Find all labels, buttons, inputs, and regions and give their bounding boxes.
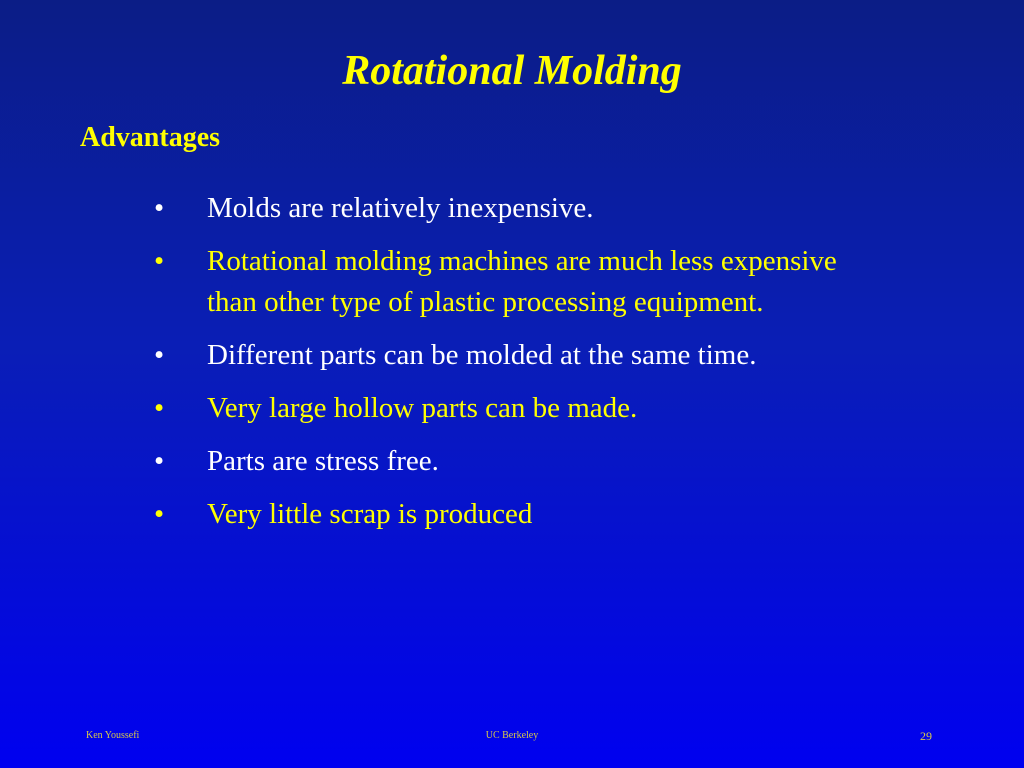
footer-institution: UC Berkeley: [485, 730, 539, 741]
bullet-item: [150, 241, 870, 323]
bullet-text: Different parts can be molded at the same time.: [207, 339, 757, 371]
bullet-item: [150, 188, 870, 229]
bullet-dot-icon: •: [154, 192, 165, 224]
bullet-dot-icon: •: [154, 245, 165, 277]
footer-page-number: 29: [920, 729, 932, 743]
bullet-item: [150, 494, 870, 535]
bullet-dot-icon: •: [154, 445, 165, 477]
slide-title: Rotational Molding: [342, 48, 682, 94]
slide-subtitle: Advantages: [80, 122, 221, 153]
bullet-item: [150, 441, 870, 482]
bullet-dot-icon: •: [154, 339, 165, 371]
bullet-text: Molds are relatively inexpensive.: [207, 192, 594, 224]
bullet-dot-icon: •: [154, 392, 165, 424]
bullet-text: Parts are stress free.: [207, 445, 439, 477]
bullet-item: [150, 388, 870, 429]
bullet-text: Very large hollow parts can be made.: [207, 392, 638, 424]
bullet-text: Rotational molding machines are much less expensive than other type of plastic processing equipment.: [207, 245, 837, 318]
footer-author: Ken Youssefi: [86, 730, 140, 741]
bullet-list: [150, 188, 870, 547]
bullet-dot-icon: •: [154, 498, 165, 530]
bullet-text: Very little scrap is produced: [207, 498, 533, 530]
bullet-item: [150, 335, 870, 376]
